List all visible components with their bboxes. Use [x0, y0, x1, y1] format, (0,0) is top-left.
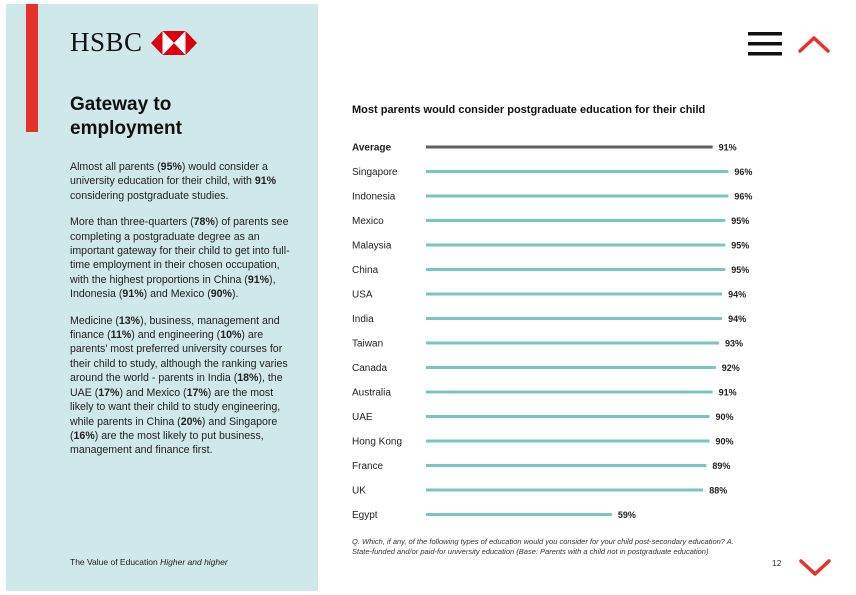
value-label: 59% [617, 510, 636, 520]
highlight-stat: 13% [118, 314, 141, 327]
value-label: 94% [728, 314, 747, 324]
page-number: 12 [772, 558, 782, 568]
bar-egypt [426, 513, 612, 516]
bar-india [426, 317, 722, 320]
bar-mexico [426, 219, 725, 222]
highlight-stat: 20% [180, 415, 202, 428]
highlight-stat: 10% [220, 329, 242, 342]
value-label: 89% [712, 461, 731, 471]
text-run: ) and engineering ( [131, 329, 221, 342]
bar-malaysia [426, 244, 725, 247]
text-run: considering postgraduate studies. [70, 189, 229, 202]
highlight-stat: 18% [237, 372, 259, 385]
value-label: 90% [715, 412, 734, 422]
text-run: ) are the most likely to put business, management and finance first. [70, 429, 264, 457]
value-label: 90% [715, 436, 734, 447]
bar-china [426, 268, 725, 271]
category-label: Average [352, 142, 392, 154]
logo-text: HSBC [70, 27, 143, 57]
brand-accent-bar [26, 4, 38, 132]
text-run: ) and Mexico ( [119, 386, 187, 399]
text-run: ) are the most likely to want their child to study engineering, while parents in China ( [70, 386, 281, 428]
value-label: 95% [731, 240, 750, 251]
value-label: 96% [734, 191, 753, 202]
footer-title: Higher and higher [160, 557, 228, 567]
highlight-stat: 90% [210, 288, 232, 301]
category-label: Malaysia [352, 240, 392, 252]
value-label: 94% [728, 289, 747, 300]
highlight-stat: 17% [186, 386, 208, 399]
text-run: ). [231, 288, 239, 301]
paragraph-3 [70, 314, 290, 458]
value-label: 91% [718, 387, 737, 398]
page-heading: Gateway to employment [70, 94, 182, 139]
value-label: 95% [731, 265, 750, 275]
paragraph-1 [70, 160, 290, 203]
value-label: 91% [718, 142, 737, 153]
value-label: 95% [731, 216, 750, 226]
category-label: UK [352, 485, 366, 497]
highlight-stat: 95% [160, 161, 182, 173]
bar-indonesia [426, 195, 728, 198]
value-label: 96% [734, 167, 753, 177]
footer-publication [70, 557, 228, 567]
bar-singapore [426, 170, 728, 173]
chart-title: Most parents would consider postgraduate education for their child [352, 104, 706, 116]
bar-france [426, 464, 706, 467]
bar-taiwan [426, 342, 719, 345]
category-label: USA [352, 289, 373, 301]
category-label: Indonesia [352, 191, 396, 203]
bar-canada [426, 366, 716, 369]
chevron-down-icon[interactable] [799, 558, 831, 578]
bar-usa [426, 293, 722, 296]
category-label: Australia [352, 387, 391, 399]
footer-prefix: The Value of Education [70, 557, 158, 567]
hexagon-logo-icon [151, 31, 197, 55]
hsbc-logo [70, 27, 197, 58]
text-run: Medicine ( [70, 314, 119, 327]
text-run: ) are parents' most preferred university courses for their child to study, although the ranking varies around the world - parents in India ( [70, 329, 288, 385]
bar-australia [426, 391, 713, 394]
highlight-stat: 16% [73, 429, 95, 442]
category-label: Hong Kong [352, 436, 403, 448]
hamburger-menu-icon[interactable] [748, 30, 782, 58]
chevron-up-icon[interactable] [798, 34, 830, 54]
bar-uk [426, 489, 703, 492]
text-run: ), the UAE ( [70, 372, 283, 399]
bar-hong-kong [426, 440, 710, 443]
text-run: ) and Mexico ( [143, 288, 211, 301]
highlight-stat: 17% [98, 386, 120, 399]
bar-uae [426, 415, 710, 418]
category-label: Canada [352, 363, 388, 374]
text-run: ) of parents see completing a postgraduate degree as an important gateway for their child to get into full-time employment in their chosen occupation, with the highest proportions in China ( [70, 216, 290, 286]
highlight-stat: 91% [247, 273, 270, 286]
text-run: Almost all parents ( [70, 161, 161, 173]
paragraph-2 [70, 215, 290, 301]
category-label: Taiwan [352, 338, 384, 350]
footnote: Q. Which, if any, of the following types of education would you consider for your child post-secondary education? A. State-funded and/or paid-for university education (Base: Parents with a child not in postgraduate education) [352, 537, 734, 556]
highlight-stat: 11% [110, 329, 132, 342]
bar-average [426, 146, 713, 149]
text-run: ), Indonesia ( [70, 273, 276, 301]
value-label: 92% [721, 363, 740, 373]
category-label: India [352, 314, 374, 325]
sidebar-body [70, 160, 290, 470]
highlight-stat: 91% [254, 175, 277, 188]
category-label: Mexico [352, 216, 384, 227]
text-run: ) and Singapore ( [70, 415, 278, 442]
highlight-stat: 91% [122, 288, 144, 301]
category-label: Egypt [352, 510, 378, 521]
value-label: 93% [724, 338, 743, 349]
text-run: More than three-quarters ( [70, 216, 194, 229]
category-label: UAE [352, 412, 373, 423]
category-label: France [352, 461, 384, 472]
category-label: Singapore [352, 167, 398, 178]
text-run: ) would consider a university education for their child, with [70, 161, 268, 188]
bar-chart [340, 135, 760, 530]
highlight-stat: 78% [193, 216, 215, 229]
text-run: ), business, management and finance ( [70, 314, 280, 342]
category-label: China [352, 265, 379, 276]
value-label: 88% [709, 485, 728, 496]
